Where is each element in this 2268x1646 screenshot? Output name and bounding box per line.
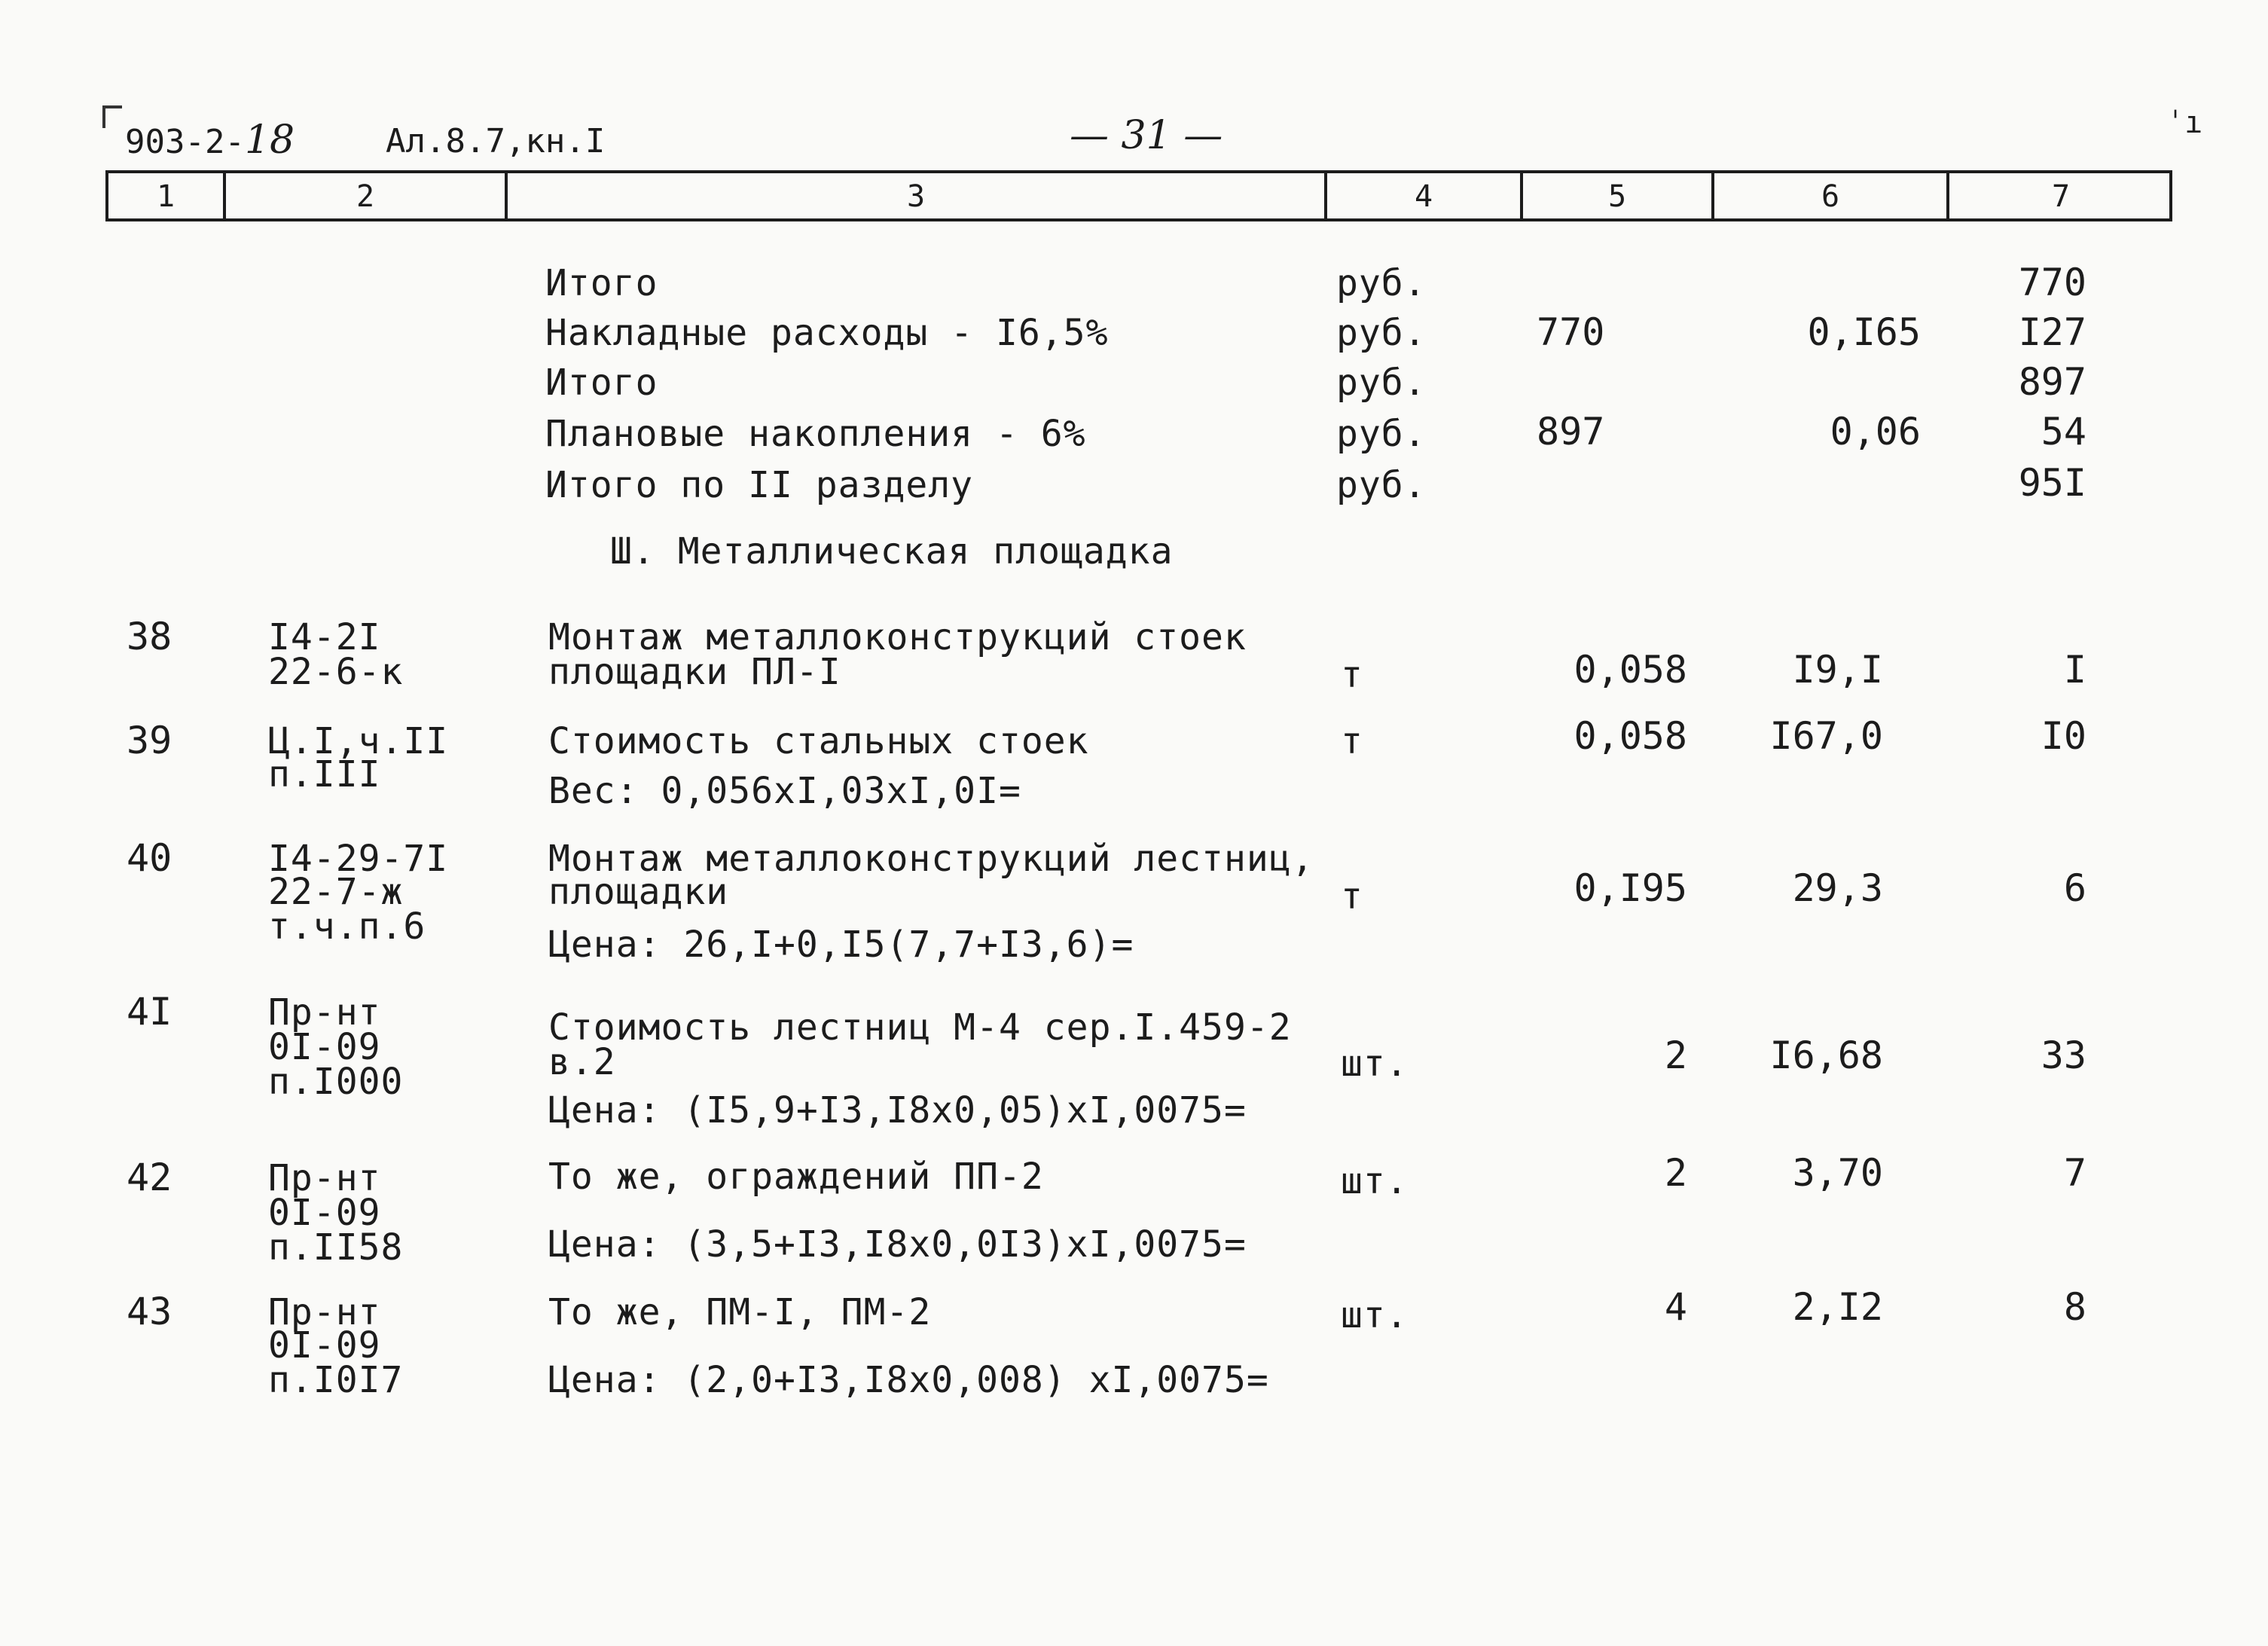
row-desc-line: Стоимость лестниц М-4 сер.I.459-2 <box>548 1006 1292 1049</box>
summary-rate: 0,06 <box>1830 410 1921 453</box>
row-unit: т <box>1341 720 1363 762</box>
row-desc-line: в.2 <box>548 1041 616 1083</box>
row-code-line: п.III <box>268 753 381 796</box>
summary-unit: руб. <box>1336 312 1427 354</box>
row-number: 38 <box>127 615 172 658</box>
summary-label: Плановые накопления - 6% <box>545 413 1086 455</box>
row-number: 43 <box>127 1290 172 1333</box>
row-code-line: п.II58 <box>268 1226 404 1269</box>
row-unit: т <box>1341 654 1363 696</box>
row-qty: 2 <box>1664 1151 1687 1195</box>
row-price: I67,0 <box>1769 714 1883 758</box>
section-title: Ш. Металлическая площадка <box>610 530 1174 573</box>
row-price: I9,I <box>1792 648 1883 692</box>
summary-unit: руб. <box>1336 362 1427 404</box>
row-price: 2,I2 <box>1792 1285 1883 1329</box>
summary-label: Итого <box>545 262 658 304</box>
row-total: 6 <box>2063 866 2086 910</box>
summary-total: I27 <box>2018 310 2086 354</box>
row-desc-line: То же, ПМ-I, ПМ-2 <box>548 1291 932 1333</box>
summary-label: Итого <box>545 362 658 404</box>
row-number: 42 <box>127 1156 172 1199</box>
row-code-line: Пр-нт <box>268 1291 381 1333</box>
row-code-line: п.I0I7 <box>268 1359 404 1401</box>
row-code-line: 22-7-ж <box>268 871 404 913</box>
row-desc-line: Монтаж металлоконструкций лестниц, <box>548 838 1314 880</box>
row-note: Вес: 0,056хI,03хI,0I= <box>548 770 1021 812</box>
row-code-line: 0I-09 <box>268 1026 381 1068</box>
summary-label: Итого по II разделу <box>545 464 974 506</box>
summary-total: 897 <box>2018 360 2086 404</box>
row-unit: шт. <box>1341 1043 1409 1085</box>
summary-unit: руб. <box>1336 262 1427 304</box>
column-number: 4 <box>1414 179 1433 214</box>
corner-mark <box>102 105 105 128</box>
row-code-line: I4-2I <box>268 616 381 658</box>
page-number: — 31 — <box>1070 113 1223 158</box>
row-code-line: Пр-нт <box>268 991 381 1034</box>
row-total: 7 <box>2063 1151 2086 1195</box>
summary-label: Накладные расходы - I6,5% <box>545 312 1109 354</box>
row-price: I6,68 <box>1769 1034 1883 1077</box>
row-qty: 2 <box>1664 1034 1687 1077</box>
row-code-line: 22-6-к <box>268 651 404 693</box>
row-unit: т <box>1341 875 1363 918</box>
row-qty: 0,058 <box>1574 714 1687 758</box>
row-code-line: Пр-нт <box>268 1157 381 1199</box>
row-code-line: I4-29-7I <box>268 838 449 880</box>
album-ref <box>386 122 605 160</box>
row-code-line: Ц.I,ч.II <box>268 720 449 762</box>
row-desc-line: площадки ПЛ-I <box>548 651 841 693</box>
column-number: 6 <box>1821 179 1840 214</box>
row-note: Цена: 26,I+0,I5(7,7+I3,6)= <box>548 924 1134 966</box>
row-qty: 0,I95 <box>1574 866 1687 910</box>
doc-code-printed: 903-2- <box>125 123 245 161</box>
doc-code <box>125 118 295 163</box>
column-number: 3 <box>906 179 926 214</box>
row-note: Цена: (3,5+I3,I8х0,0I3)хI,0075= <box>548 1223 1247 1266</box>
album-handwritten: I <box>585 122 606 160</box>
summary-total: 770 <box>2018 261 2086 304</box>
row-total: 8 <box>2063 1285 2086 1329</box>
row-number: 4I <box>127 990 172 1034</box>
row-number: 40 <box>127 836 172 880</box>
row-code-line: 0I-09 <box>268 1324 381 1367</box>
row-unit: шт. <box>1341 1294 1409 1336</box>
row-total: I0 <box>2041 714 2086 758</box>
column-number: 2 <box>356 179 375 214</box>
row-desc-line: То же, ограждений ПП-2 <box>548 1156 1044 1198</box>
column-number: 7 <box>2051 179 2071 214</box>
row-price: 29,3 <box>1792 866 1883 910</box>
corner-mark-top <box>102 105 122 108</box>
summary-qty: 770 <box>1537 310 1605 354</box>
row-code-line: п.I000 <box>268 1061 404 1103</box>
row-total: 33 <box>2041 1034 2086 1077</box>
column-number: 1 <box>156 179 176 214</box>
summary-unit: руб. <box>1336 464 1427 506</box>
row-number: 39 <box>127 719 172 762</box>
album-printed: Ал.8.7,кн. <box>386 122 585 160</box>
summary-unit: руб. <box>1336 413 1427 455</box>
column-number: 5 <box>1607 179 1627 214</box>
row-total: I <box>2063 648 2086 692</box>
row-price: 3,70 <box>1792 1151 1883 1195</box>
top-right-mark: ˈı <box>2166 105 2203 140</box>
row-unit: шт. <box>1341 1160 1409 1202</box>
row-desc-line: Монтаж металлоконструкций стоек <box>548 616 1247 658</box>
row-desc-line: Стоимость стальных стоек <box>548 720 1089 762</box>
summary-rate: 0,I65 <box>1807 310 1921 354</box>
column-header-bar <box>105 170 2172 221</box>
row-qty: 4 <box>1664 1285 1687 1329</box>
row-note: Цена: (2,0+I3,I8х0,008) хI,0075= <box>548 1359 1269 1401</box>
summary-total: 54 <box>2041 410 2086 453</box>
summary-total: 95I <box>2018 461 2086 505</box>
row-code-line: т.ч.п.6 <box>268 905 426 948</box>
row-qty: 0,058 <box>1574 648 1687 692</box>
summary-qty: 897 <box>1537 410 1605 453</box>
row-note: Цена: (I5,9+I3,I8х0,05)хI,0075= <box>548 1089 1247 1131</box>
row-desc-line: площадки <box>548 871 729 913</box>
row-code-line: 0I-09 <box>268 1192 381 1234</box>
doc-code-handwritten: 18 <box>244 118 295 163</box>
